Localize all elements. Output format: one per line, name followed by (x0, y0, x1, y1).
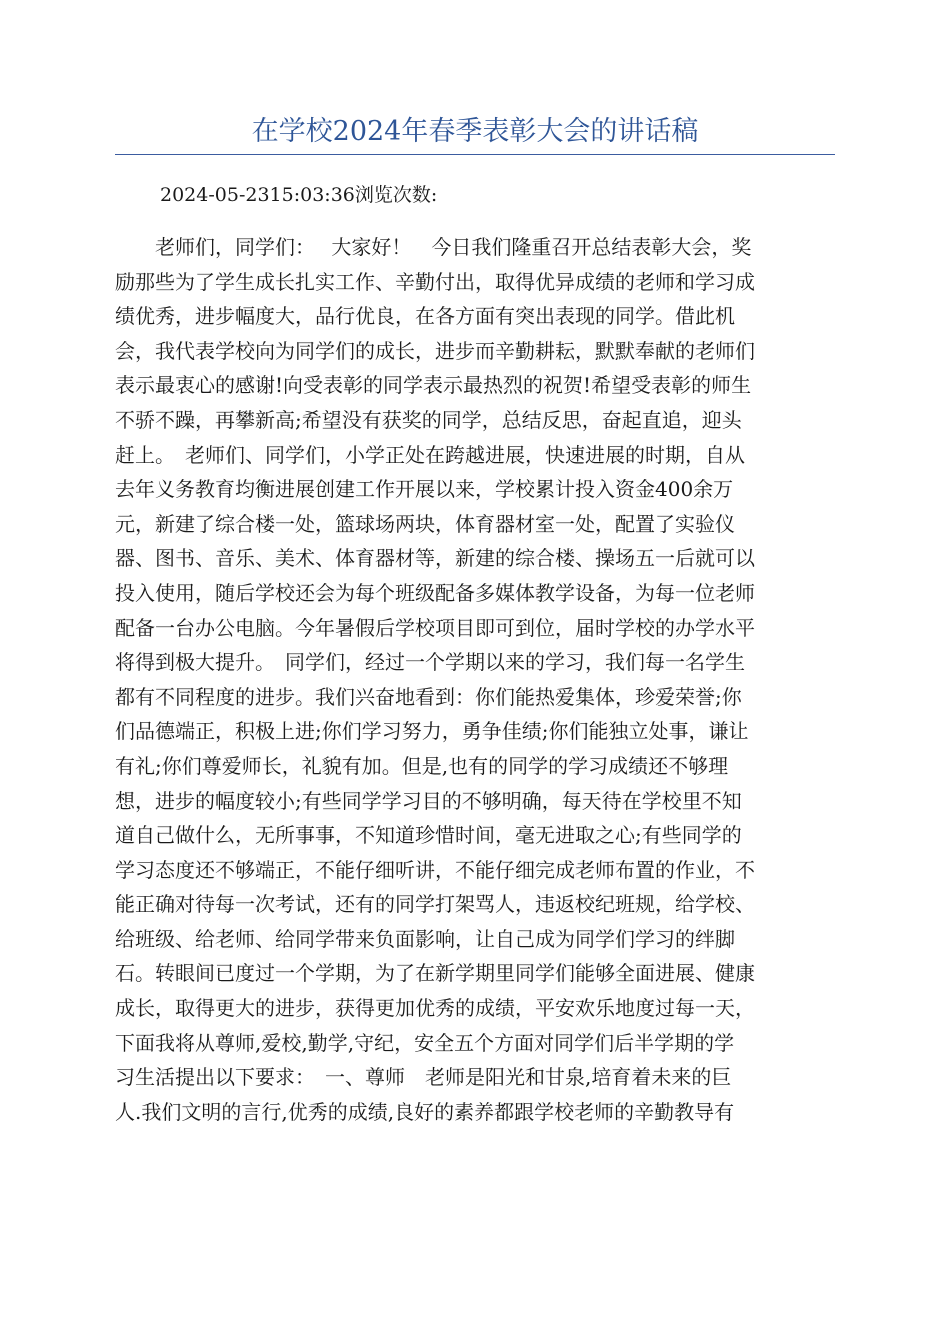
body-line: 将得到极大提升。 同学们，经过一个学期以来的学习，我们每一名学生 (115, 650, 745, 675)
body-line: 都有不同程度的进步。我们兴奋地看到：你们能热爱集体，珍爱荣誉;你 (115, 684, 742, 709)
title-divider (115, 154, 835, 155)
body-line: 们品德端正，积极上进;你们学习努力，勇争佳绩;你们能独立处事，谦让 (115, 719, 749, 744)
body-line: 赶上。 老师们、同学们，小学正处在跨越进展，快速进展的时期，自从 (115, 442, 745, 467)
body-line: 想，进步的幅度较小;有些同学学习目的不够明确，每天待在学校里不知 (115, 788, 742, 813)
body-line: 器、图书、音乐、美术、体育器材等，新建的综合楼、操场五一后就可以 (115, 546, 755, 571)
document-title: 在学校2024年春季表彰大会的讲话稿 (251, 116, 699, 147)
body-line: 石。转眼间已度过一个学期，为了在新学期里同学们能够全面进展、健康 (115, 961, 755, 986)
body-line: 配备一台办公电脑。今年暑假后学校项目即可到位，届时学校的办学水平 (115, 615, 755, 640)
body-line: 有礼;你们尊爱师长，礼貌有加。但是,也有的同学的学习成绩还不够理 (115, 753, 729, 778)
body-line: 下面我将从尊师,爱校,勤学,守纪，安全五个方面对同学们后半学期的学 (115, 1030, 735, 1055)
body-line: 元，新建了综合楼一处，篮球场两块，体育器材室一处，配置了实验仪 (115, 511, 735, 536)
body-line: 投入使用，随后学校还会为每个班级配备多媒体教学设备，为每一位老师 (115, 580, 755, 605)
body-line: 能正确对待每一次考试，还有的同学打架骂人，违返校纪班规，给学校、 (115, 892, 755, 917)
body-line: 会，我代表学校向为同学们的成长，进步而辛勤耕耘，默默奉献的老师们 (115, 338, 755, 363)
body-line: 人.我们文明的言行,优秀的成绩,良好的素养都跟学校老师的辛勤教导有 (115, 1099, 735, 1124)
body-line: 励那些为了学生成长扎实工作、辛勤付出，取得优异成绩的老师和学习成 (115, 269, 755, 294)
body-line: 不骄不躁，再攀新高;希望没有获奖的同学，总结反思，奋起直追，迎头 (115, 407, 742, 432)
publish-meta: 2024-05-2315:03:36浏览次数: (160, 184, 438, 206)
body-line: 表示最衷心的感谢!向受表彰的同学表示最热烈的祝贺!希望受表彰的师生 (115, 373, 752, 398)
body-line: 学习态度还不够端正，不能仔细听讲，不能仔细完成老师布置的作业，不 (115, 857, 755, 882)
body-line: 道自己做什么，无所事事，不知道珍惜时间，毫无进取之心;有些同学的 (115, 823, 742, 848)
body-line: 成长，取得更大的进步，获得更加优秀的成绩，平安欢乐地度过每一天， (115, 996, 755, 1021)
body-line: 老师们，同学们： 大家好！ 今日我们隆重召开总结表彰大会，奖 (115, 235, 752, 259)
body-line: 习生活提出以下要求： 一、尊师 老师是阳光和甘泉,培育着未来的巨 (115, 1065, 732, 1090)
body-line: 给班级、给老师、给同学带来负面影响，让自己成为同学们学习的绊脚 (115, 926, 735, 951)
speech-body (115, 230, 835, 1129)
body-line: 绩优秀，进步幅度大，品行优良，在各方面有突出表现的同学。借此机 (115, 304, 735, 329)
body-line: 去年义务教育均衡进展创建工作开展以来，学校累计投入资金400余万 (115, 477, 734, 502)
